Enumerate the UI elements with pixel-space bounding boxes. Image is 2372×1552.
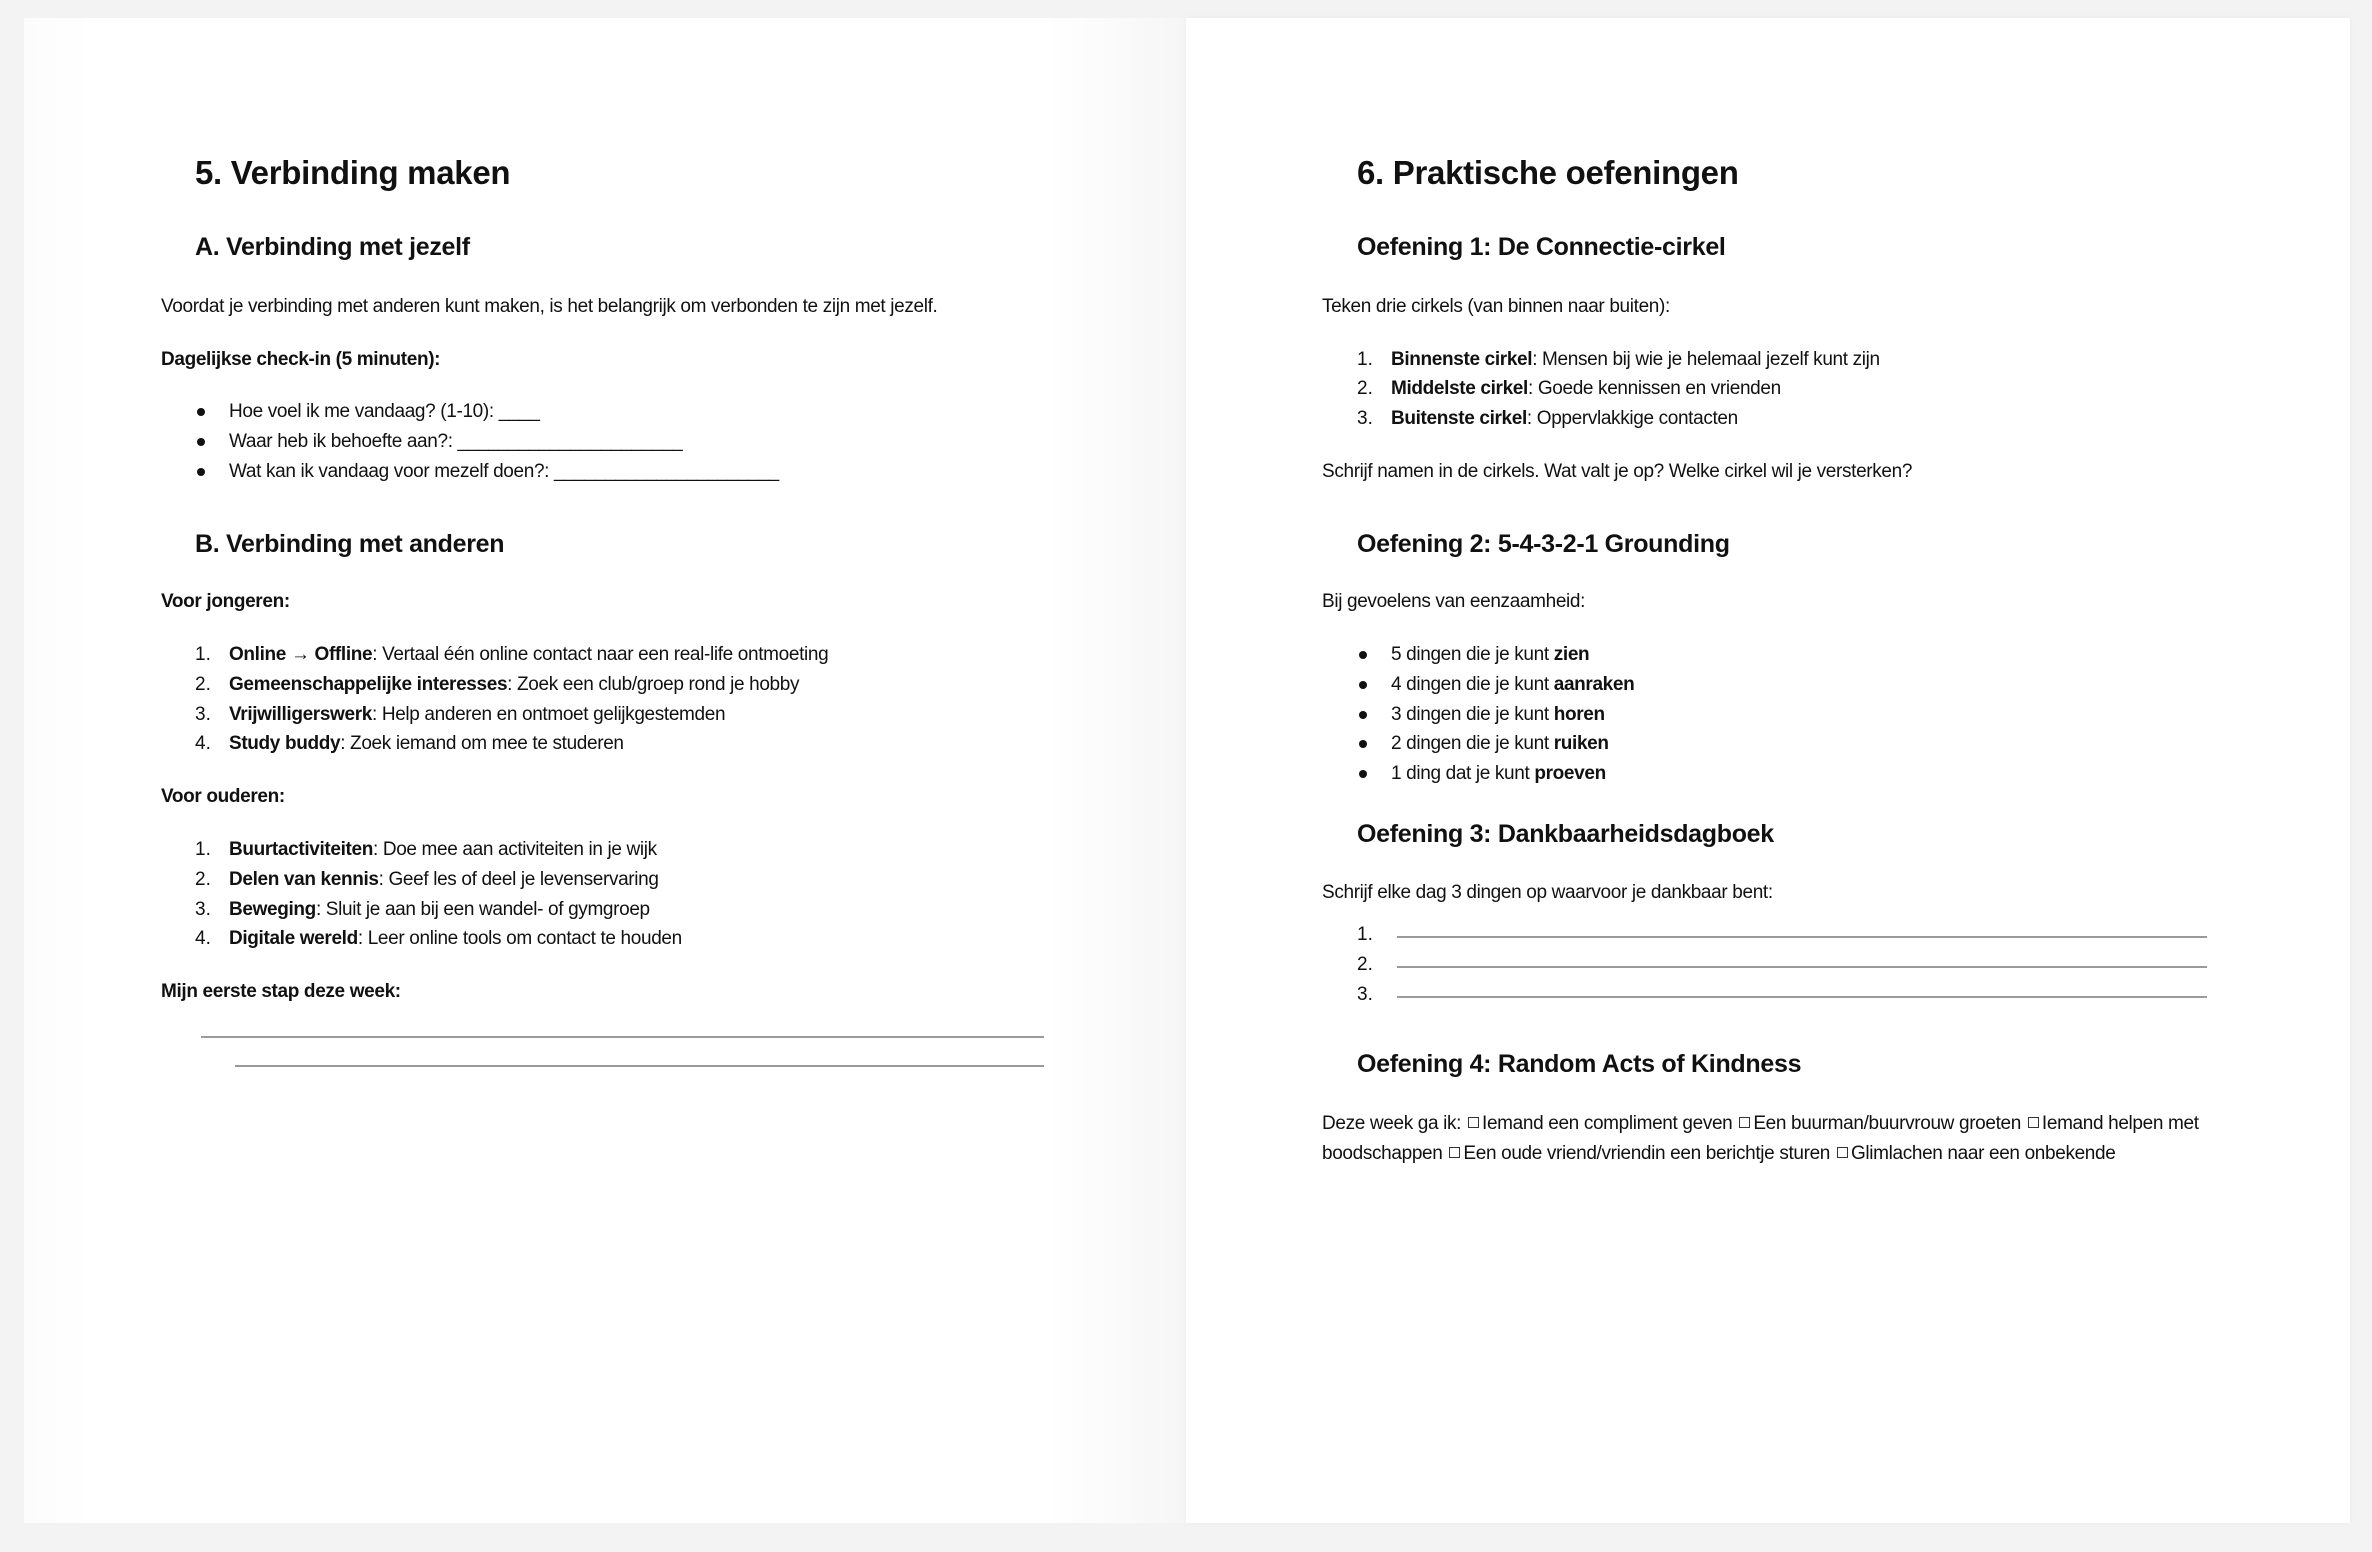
list-item-text: : Oppervlakkige contacten [1526,408,1738,429]
first-step-label: Mijn eerste stap deze week: [161,981,401,1002]
list-item-term: Buurtactiviteiten [229,839,373,860]
list-item-term: Online → Offline [229,644,373,665]
list-item [229,835,657,865]
writing-line[interactable] [235,1065,1044,1067]
line-number: 2. [1357,954,1373,975]
list-item-term: Digitale wereld [229,928,358,949]
list-item-text: 1 ding dat je kunt [1391,763,1535,784]
list-item-term: ruiken [1553,733,1609,754]
checkbox-icon[interactable] [2028,1117,2039,1128]
checkbox-icon[interactable] [1468,1117,1479,1128]
list-item-term: proeven [1534,763,1606,784]
list-item-text: : Geef les of deel je levenservaring [378,869,659,890]
list-item: Wat kan ik vandaag voor mezelf doen?: ______________________ [229,461,779,482]
list-number: 3. [1357,408,1373,429]
list-item-term: Delen van kennis [229,869,379,890]
checkbox-icon[interactable] [1837,1147,1848,1158]
list-item [229,865,659,895]
kindness-option: Glimlachen naar een onbekende [1850,1143,2116,1164]
list-number: 1. [195,644,211,665]
list-item-text: : Mensen bij wie je helemaal jezelf kunt zijn [1532,349,1880,370]
list-item-text: : Help anderen en ontmoet gelijkgestemden [371,704,726,725]
list-item [229,895,650,925]
list-item [1391,700,1605,730]
subsection-heading: B. Verbinding met anderen [195,530,505,558]
section-title: 5. Verbinding maken [195,154,511,191]
list-item [229,640,828,670]
list-item-text: : Zoek iemand om mee te studeren [340,733,624,754]
list-item-term: aanraken [1553,674,1635,695]
list-number: 1. [195,839,211,860]
exercise-heading: Oefening 1: De Connectie-cirkel [1357,233,1726,261]
exercise-intro: Teken drie cirkels (van binnen naar buiten): [1322,296,1670,317]
list-item: Hoe voel ik me vandaag? (1-10): ____ [229,401,540,422]
list-item [1391,404,1738,434]
exercise-heading: Oefening 4: Random Acts of Kindness [1357,1050,1802,1078]
list-item [229,924,682,954]
exercise-outro: Schrijf namen in de cirkels. Wat valt je op? Welke cirkel wil je versterken? [1322,461,1913,482]
exercise-intro: Schrijf elke dag 3 dingen op waarvoor je dankbaar bent: [1322,882,1773,903]
writing-line[interactable] [1397,966,2207,968]
bullet-icon [197,468,205,476]
list-item-term: Beweging [229,899,316,920]
list-item [1391,374,1781,404]
intro-paragraph: Voordat je verbinding met anderen kunt maken, is het belangrijk om verbonden te zijn met jezelf. [161,296,938,317]
kindness-option: Een buurman/buurvrouw groeten [1753,1113,2021,1134]
list-item-term: zien [1553,644,1590,665]
subsection-heading: A. Verbinding met jezelf [195,233,470,261]
bullet-icon [1359,770,1367,778]
exercise-heading: Oefening 2: 5-4-3-2-1 Grounding [1357,530,1730,558]
list-item [1391,345,1880,375]
kindness-option: Iemand helpen met boodschappen [1322,1113,2199,1164]
list-item-term: Buitenste cirkel [1391,408,1527,429]
document-page-right [1186,18,2350,1523]
bullet-icon [1359,711,1367,719]
exercise-heading: Oefening 3: Dankbaarheidsdagboek [1357,820,1774,848]
list-item-text: : Sluit je aan bij een wandel- of gymgroep [315,899,650,920]
list-item [229,670,799,700]
list-item-text: : Zoek een club/groep rond je hobby [507,674,800,695]
kindness-paragraph [1322,1109,2212,1169]
section-title: 6. Praktische oefeningen [1357,154,1739,191]
list-number: 3. [195,704,211,725]
list-item-term: Vrijwilligerswerk [229,704,372,725]
list-number: 2. [195,869,211,890]
list-item-term: Binnenste cirkel [1391,349,1533,370]
bullet-icon [1359,681,1367,689]
checkbox-icon[interactable] [1449,1147,1460,1158]
list-item [1391,729,1609,759]
writing-line[interactable] [1397,996,2207,998]
list-item-text: 2 dingen die je kunt [1391,733,1554,754]
document-page-left [24,18,1186,1523]
list-item [1391,759,1606,789]
bullet-icon [197,438,205,446]
bullet-icon [1359,651,1367,659]
list-item-term: horen [1553,704,1605,725]
writing-line[interactable] [201,1036,1044,1038]
list-item [229,729,624,759]
list-item-term: Middelste cirkel [1391,378,1528,399]
exercise-intro: Bij gevoelens van eenzaamheid: [1322,591,1586,612]
list-item-term: Gemeenschappelijke interesses [229,674,508,695]
list-item [229,700,725,730]
kindness-prefix: Deze week ga ik: [1322,1113,1462,1134]
checkin-label: Dagelijkse check-in (5 minuten): [161,349,441,370]
list-number: 3. [195,899,211,920]
list-item-text: : Vertaal één online contact naar een real-life ontmoeting [372,644,829,665]
line-number: 3. [1357,984,1373,1005]
list-item-text: : Goede kennissen en vrienden [1527,378,1781,399]
list-number: 2. [195,674,211,695]
elderly-label: Voor ouderen: [161,786,285,807]
list-item [1391,670,1634,700]
list-item-text: 4 dingen die je kunt [1391,674,1554,695]
list-number: 2. [1357,378,1373,399]
list-number: 1. [1357,349,1373,370]
youth-label: Voor jongeren: [161,591,290,612]
list-item: Waar heb ik behoefte aan?: ______________________ [229,431,683,452]
list-item-text: : Leer online tools om contact te houden [357,928,682,949]
kindness-option: Een oude vriend/vriendin een berichtje sturen [1463,1143,1831,1164]
bullet-icon [1359,740,1367,748]
list-item-text: 3 dingen die je kunt [1391,704,1554,725]
list-item-text: : Doe mee aan activiteiten in je wijk [372,839,657,860]
list-number: 4. [195,928,211,949]
checkbox-icon[interactable] [1739,1117,1750,1128]
list-item [1391,640,1589,670]
line-number: 1. [1357,924,1373,945]
kindness-option: Iemand een compliment geven [1482,1113,1733,1134]
list-number: 4. [195,733,211,754]
list-item-term: Study buddy [229,733,341,754]
bullet-icon [197,408,205,416]
writing-line[interactable] [1397,936,2207,938]
list-item-text: 5 dingen die je kunt [1391,644,1554,665]
